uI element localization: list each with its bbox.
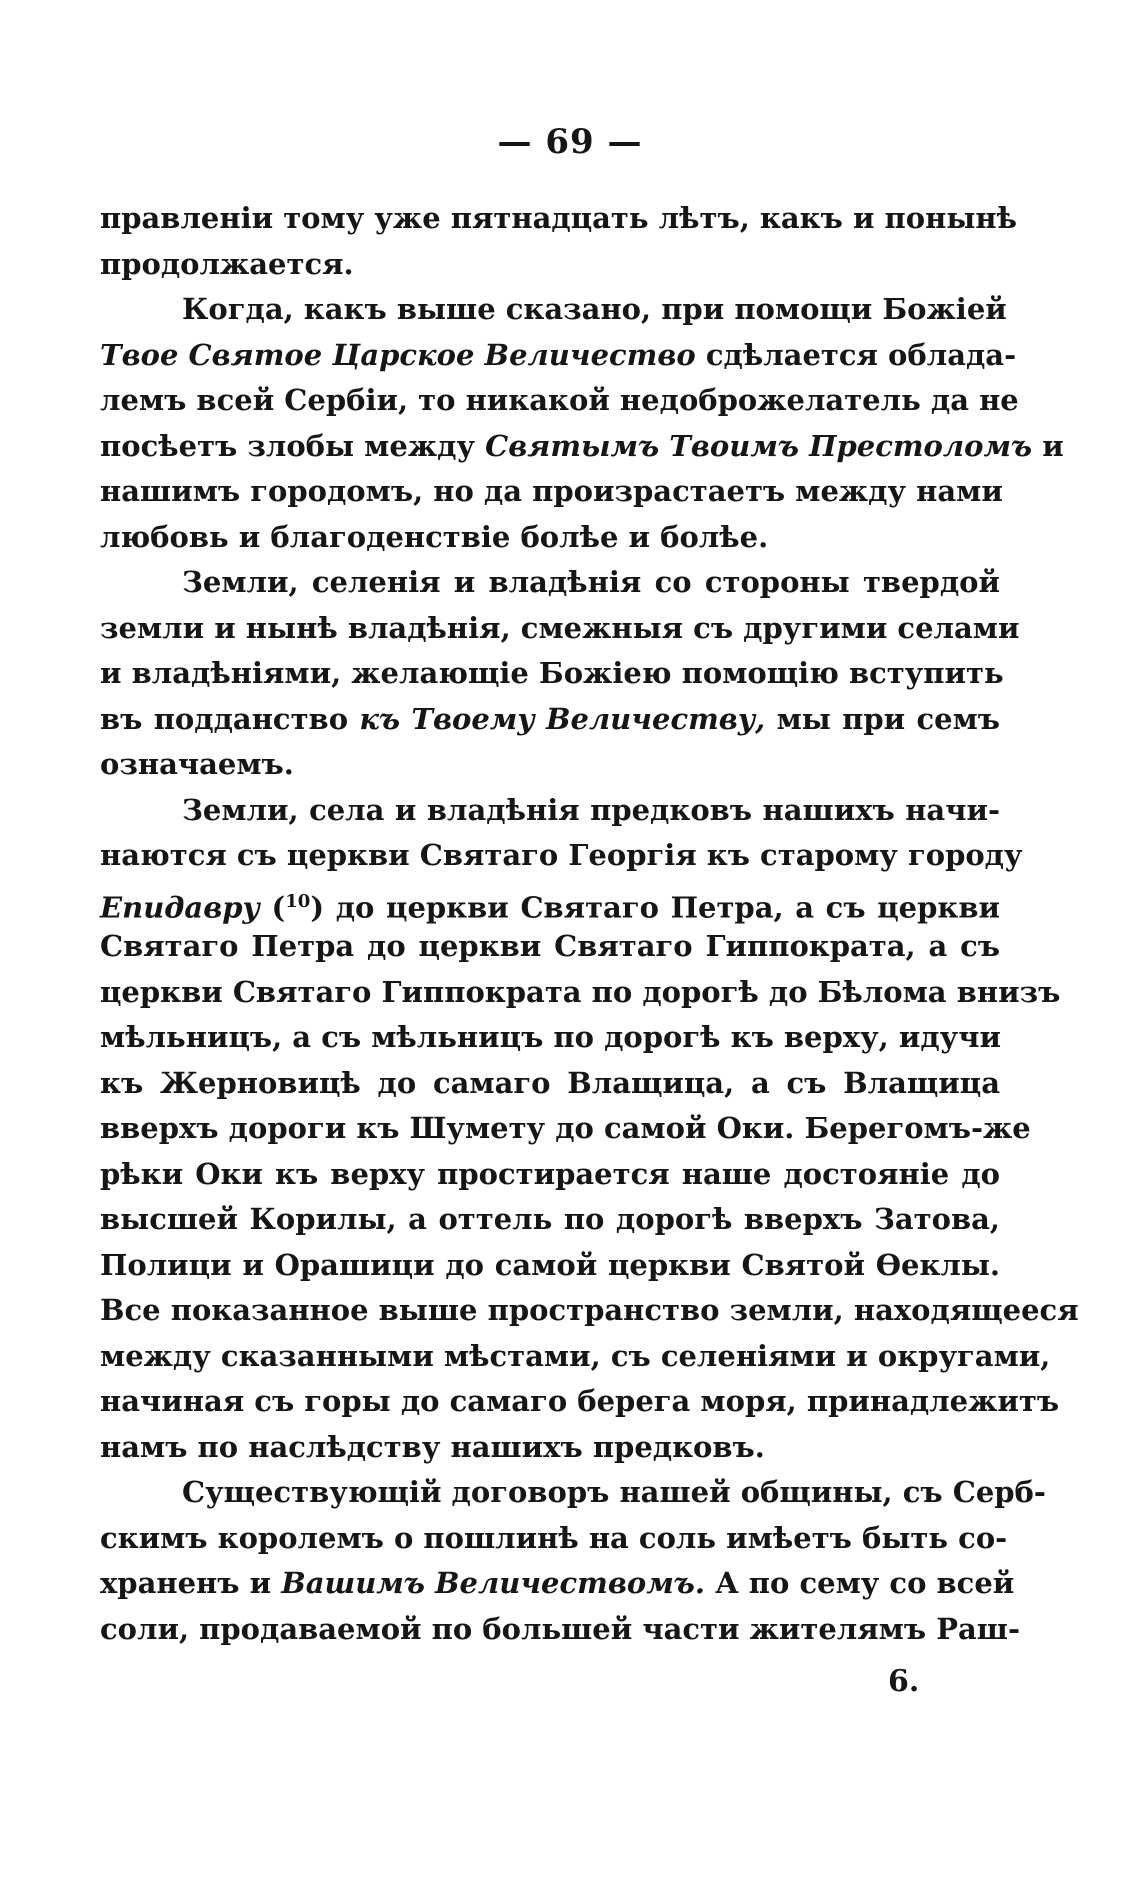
text-line [100, 697, 1000, 743]
text-segment: вверхъ дороги къ Шумету до самой Оки. Берегомъ-же [100, 1111, 1031, 1145]
footnote-ref: 10 [285, 890, 311, 912]
text-segment: соли, продаваемой по большей части жителямъ Раш- [100, 1611, 1021, 1646]
text-segment: Земли, села и владѣнія предковъ нашихъ начи- [182, 792, 1000, 827]
page-number: — 69 — [497, 122, 643, 162]
text-line [100, 924, 1000, 970]
text-segment: рѣки Оки къ верху простирается наше достояніе до [100, 1156, 1000, 1191]
text-segment: въ подданство [100, 701, 360, 736]
text-line [100, 1379, 1060, 1425]
text-segment: наются съ церкви Святаго Георгія къ старому городу [100, 838, 1023, 872]
text-line [100, 1197, 1000, 1243]
text-line [100, 1334, 1051, 1380]
text-line [100, 1470, 1046, 1516]
text-line [100, 333, 1017, 379]
text-segment: церкви Святаго Гиппократа по дорогѣ до Бѣлома внизъ [100, 974, 1061, 1009]
text-line [100, 515, 1000, 561]
text-line [100, 1607, 1021, 1653]
text-segment: земли и нынѣ владѣнія, смежныя съ другими селами [100, 610, 1020, 645]
text-line [100, 1243, 1000, 1289]
text-line [100, 242, 1000, 288]
text-segment: храненъ и [100, 1566, 282, 1600]
text-line [100, 879, 1000, 925]
text-segment: А по сему со всей [704, 1566, 1015, 1600]
body-text [100, 196, 1079, 1652]
text-segment: Все показанное выше пространство земли, находящееся [100, 1293, 1079, 1327]
text-line [100, 560, 1000, 606]
text-segment: начиная съ горы до самаго берега моря, принадлежитъ [100, 1384, 1060, 1418]
text-segment: Существующій договоръ нашей общины, съ Серб- [182, 1475, 1046, 1509]
text-segment: Земли, селенія и владѣнія со стороны твердой [182, 565, 1000, 599]
text-segment: мы при семъ [765, 701, 1001, 736]
text-line [100, 287, 1007, 333]
text-line [100, 1561, 1015, 1607]
text-segment: Полици и Орашици до самой церкви Святой Ѳеклы. [100, 1247, 1000, 1282]
text-segment: Святаго Петра до церкви Святаго Гиппократа, а съ [100, 929, 1000, 963]
text-segment: между сказанными мѣстами, съ селеніями и округами, [100, 1338, 1051, 1373]
text-segment: скимъ королемъ о пошлинѣ на соль имѣетъ быть со- [100, 1520, 1008, 1555]
text-line [100, 1425, 1000, 1471]
text-segment: любовь и благоденствіе болѣе и болѣе. [100, 519, 769, 554]
text-line [100, 1152, 1000, 1198]
text-line [100, 196, 1018, 242]
text-line [100, 788, 1000, 834]
text-line [100, 469, 1003, 515]
text-segment: и владѣніями, желающіе Божіею помощію вступить [100, 656, 1004, 690]
text-line [100, 970, 1061, 1016]
text-line [100, 606, 1020, 652]
text-line [100, 833, 1023, 879]
text-segment: намъ по наслѣдству нашихъ предковъ. [100, 1429, 765, 1464]
text-segment: мѣльницъ, а съ мѣльницъ по дорогѣ къ верху, идучи [100, 1020, 1001, 1054]
text-line [100, 424, 1064, 470]
italic-text: Твое Святое Царское Величество [100, 337, 696, 372]
paragraph [100, 788, 1079, 1471]
text-line [100, 1061, 1000, 1107]
signature-mark: 6. [888, 1664, 920, 1699]
text-segment: правленіи тому уже пятнадцать лѣтъ, какъ и понынѣ [100, 201, 1018, 235]
italic-text: Святымъ Твоимъ Престоломъ [485, 428, 1033, 463]
text-line [100, 378, 1019, 424]
italic-text: Вашимъ Величествомъ. [281, 1566, 705, 1600]
text-segment: продолжается. [100, 246, 354, 281]
text-line [100, 1516, 1008, 1562]
text-line [100, 651, 1004, 697]
text-segment: посѣетъ злобы между [100, 428, 486, 463]
text-segment: къ Жерновицѣ до самаго Влащица, а съ Влащица [100, 1065, 1000, 1100]
text-segment: высшей Корилы, а оттель по дорогѣ вверхъ Затова, [100, 1202, 1000, 1236]
italic-text: къ Твоему Величеству, [359, 701, 766, 736]
text-line [100, 1015, 1000, 1061]
text-segment: нашимъ городомъ, но да произрастаетъ между нами [100, 474, 1003, 508]
paragraph [100, 1470, 1046, 1652]
paragraph [100, 196, 1018, 287]
text-segment: ( [259, 890, 286, 925]
text-segment: и [1032, 428, 1064, 463]
text-segment: лемъ всей Сербіи, то никакой недоброжелатель да не [100, 383, 1019, 417]
text-line [100, 742, 1000, 788]
italic-text: Епидавру [100, 890, 260, 925]
paragraph [100, 560, 1020, 788]
text-segment: означаемъ. [100, 747, 294, 781]
text-segment: Когда, какъ выше сказано, при помощи Божіей [182, 292, 1007, 326]
text-segment: ) до церкви Святаго Петра, а съ церкви [310, 890, 1000, 925]
text-line [100, 1106, 1031, 1152]
paragraph [100, 287, 1064, 560]
text-segment: сдѣлается облада- [695, 337, 1017, 372]
text-line [100, 1288, 1079, 1334]
